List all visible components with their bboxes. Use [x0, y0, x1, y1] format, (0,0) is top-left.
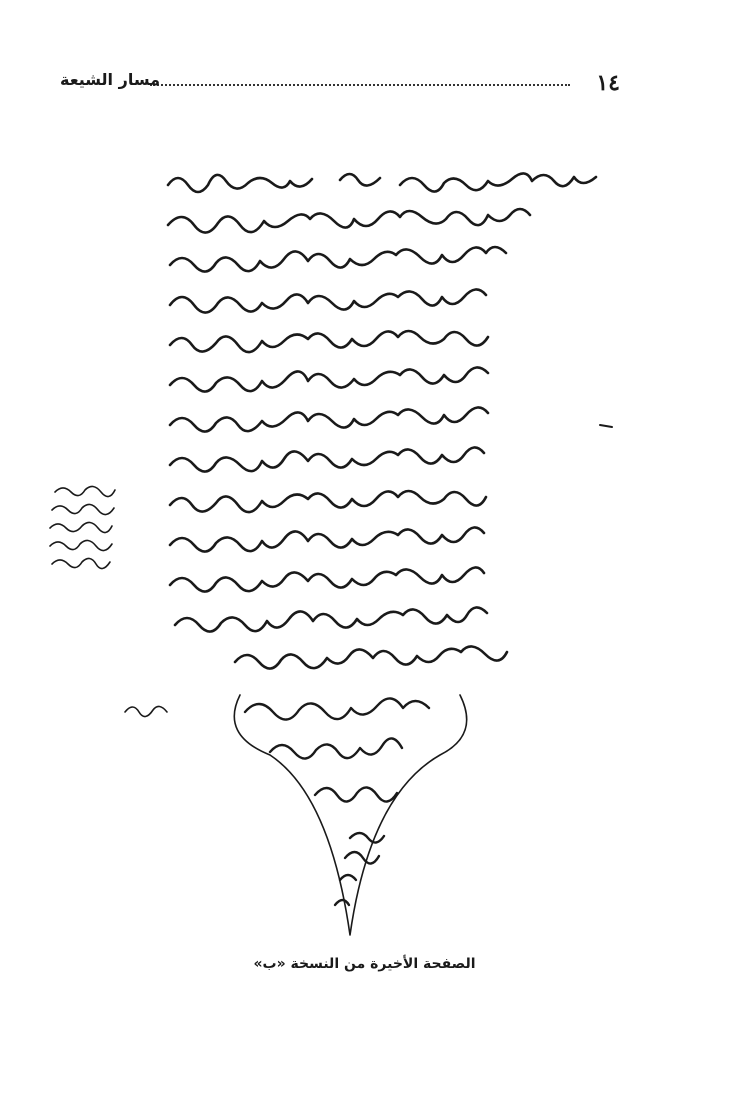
running-title: مسار الشيعة [60, 70, 161, 89]
colophon-block [234, 695, 466, 935]
margin-tick [600, 425, 612, 427]
margin-notes [50, 486, 167, 716]
page-number: ١٤ [596, 70, 620, 96]
figure-caption: الصفحة الأخيرة من النسخة «ب» [253, 956, 476, 972]
handwritten-text-lines [168, 173, 596, 668]
